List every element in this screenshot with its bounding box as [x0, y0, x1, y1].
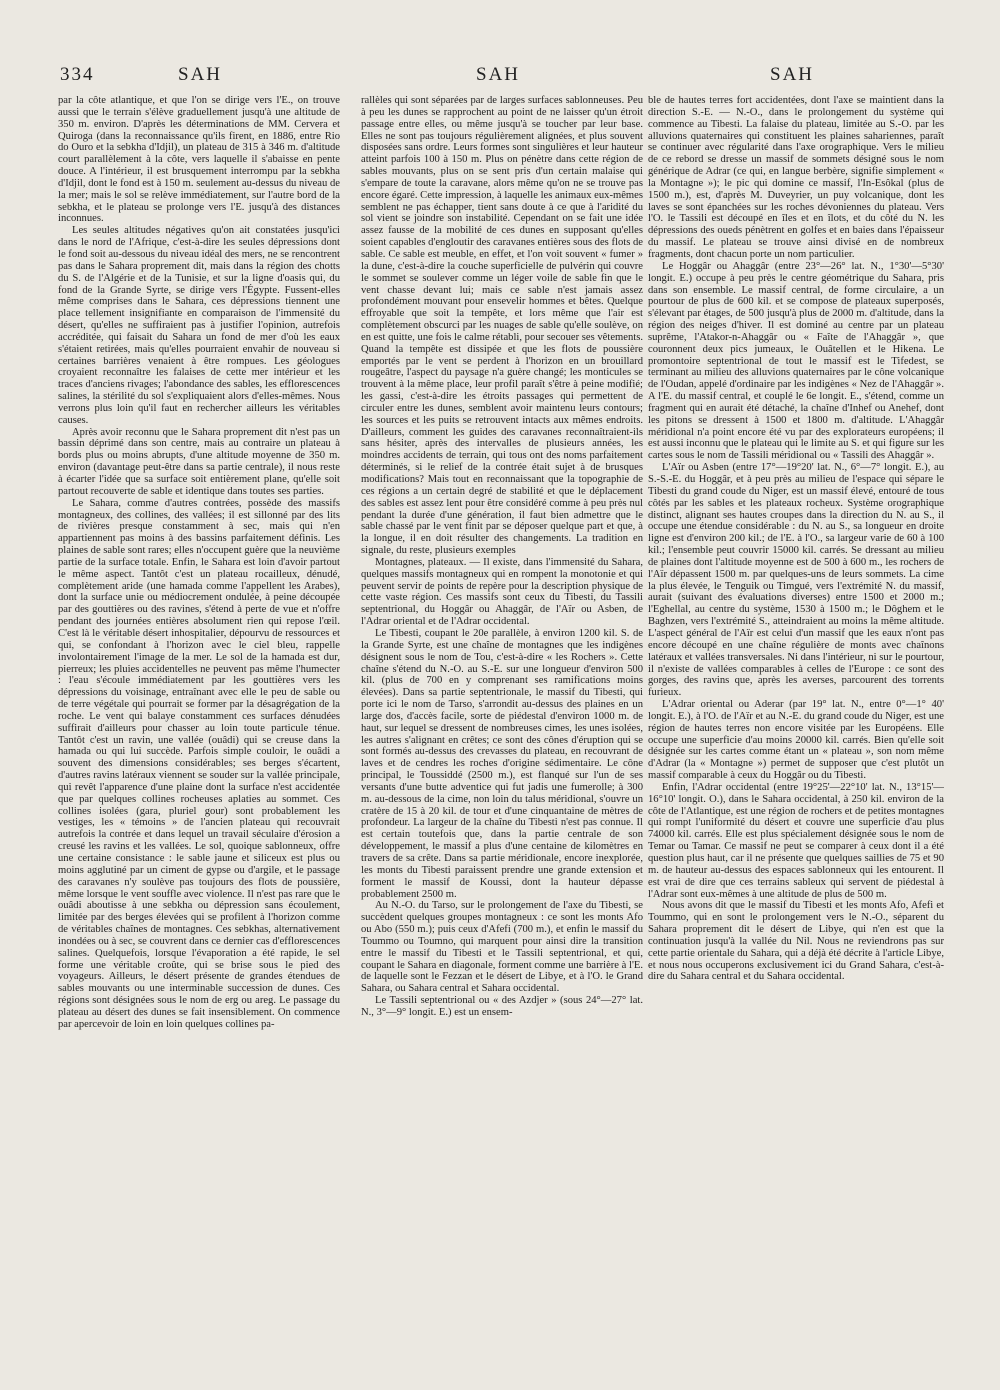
running-head-right: SAH	[770, 64, 815, 85]
section-paragraph: Montagnes, plateaux. — Il existe, dans l'immensité du Sahara, quelques massifs montagneux qui en rompent la monotonie et qui peuvent servir de points de repère pour la description physique de cette vaste région. Ces massifs sont ceux du Tibesti, du Tassili septentrional, du Hoggâr ou Ahaggâr, de l'Aïr ou Asben, de l'Adrar oriental et de l'Adrar occidental.	[361, 556, 643, 628]
paragraph: par la côte atlantique, et que l'on se dirige vers l'E., on trouve aussi que le terrain s'élève graduellement jusqu'à une altitude de 350 m. environ. D'après les déterminations de MM. Cervera et Quiroga (dans la reconnaissance qu'ils firent, en 1886, entre Rio do Ouro et la sebkha d'Idjil), un plateau de 315 à 346 m. d'altitude court parallèlement à la côte, vers laquelle il s'abaisse en pente douce. A l'intérieur, il est brusquement interrompu par la sebkha d'Idjil, dont le fond est à 150 m. seulement au-dessus du niveau de la mer; mais le sol se relève immédiatement, sur l'autre bord de la sebkha, et le plateau se prolonge vers l'E. jusqu'à des distances inconnues.	[58, 95, 340, 225]
text-column-3	[648, 95, 944, 1377]
paragraph: L'Aïr ou Asben (entre 17°—19°20' lat. N., 6°—7° longit. E.), au S.-S.-E. du Hoggâr, et à peu près au milieu de l'espace qui sépare le Tibesti du grand coude du Niger, est un massif élevé, entouré de tous côtés par les sables et les plateaux rocheux. Système orographique distinct, alignant ses hautes croupes dans la direction du N. au S., il occupe une étendue considérable : du N. au S., sa longueur en droite ligne est d'environ 200 kil.; de l'E. à l'O., sa largeur varie de 60 à 100 kil.; l'ensemble peut couvrir 15000 kil. carrés. Se dressant au milieu de plaines dont l'altitude moyenne est de 500 à 600 m., les rochers de l'Aïr dépassent 1500 m. par quelques-uns de leurs sommets. La cime la plus élevée, le Tenguik ou Timgué, vers l'extrémité N. du massif, aurait (suivant des évaluations diverses) entre 1500 et 2000 m.; l'Eghellal, au centre du système, 1530 à 1500 m.; le Dôghem et le Baghzen, vers l'extrémité S., atteindraient au moins la même altitude. L'aspect général de l'Aïr est celui d'un massif que les eaux n'ont pas encore découpé en une chaîne régulière de monts avec chaînons latéraux et vallées transversales. Ni dans l'intérieur, ni sur le pourtour, il n'existe de vallées comparables à celles de l'Europe : ce sont des gorges, des ravins que, après les averses, parcourent des torrents furieux.	[648, 462, 944, 699]
paragraph: Après avoir reconnu que le Sahara proprement dit n'est pas un bassin déprimé dans son centre, mais au contraire un plateau à bords plus ou moins abrupts, d'une altitude moyenne de 350 m. environ (davantage peut-être dans sa partie centrale), il nous reste à écarter l'idée que sa surface soit entièrement plane, qu'elle soit partout recouverte de sable et identique dans toutes ses parties.	[58, 426, 340, 497]
paragraph: Le Tibesti, coupant le 20e parallèle, à environ 1200 kil. S. de la Grande Syrte, est une chaîne de montagnes que les indigènes désignent sous le nom de Tou, c'est-à-dire « les Rochers ». Cette chaîne s'étend du N.-O. au S.-E. sur une longueur d'environ 500 kil. (plus de 700 en y comprenant ses ramifications moins élevées). Dans sa partie septentrionale, le massif du Tibesti, qui porte ici le nom de Tarso, s'arrondit au-dessus des plaines en un large dos, d'accès facile, sorte de piédestal d'environ 1000 m. de haut, sur lequel se dressent de nombreuses cimes, les unes isolées, les autres s'alignant en crêtes; ce sont des cônes d'éruption qui se sont formés au-dessus des crevasses du plateau, en recouvrant de laves et de cendres les roches d'origine sédimentaire. Le cône principal, le Toussiddé (2500 m.), est flanqué sur l'un de ses versants d'une butte adventice qui fut jadis une fumerolle; à 300 m. au-dessous de la cime, non loin du talus méridional, s'ouvre un cratère de 15 à 20 kil. de tour et d'une cinquantaine de mètres de profondeur. La largeur de la chaîne du Tibesti n'est pas connue. Il est certain toutefois que, dans la partie centrale de son développement, le massif a plus d'une centaine de kilomètres en travers de sa crête. Dans sa partie méridionale, encore inexplorée, les monts du Tibesti paraissent prendre une grande extension et forment le massif de Koussi, dont la hauteur dépasse probablement 2500 m.	[361, 627, 643, 900]
paragraph: rallèles qui sont séparées par de larges surfaces sablonneuses. Peu à peu les dunes se rapprochent au point de ne laisser qu'un étroit passage entre elles, ou même jusqu'à se toucher par leur base. Elles ne sont pas toujours régulièrement alignées, et plus souvent disposées sans ordre. Leurs formes sont singulières et leur hauteur atteint parfois 100 à 150 m. Plus on pénètre dans cette région de sables mouvants, plus on se sent pris d'un certain malaise qui s'empare de toute la caravane, alors même qu'on ne se trouve pas encore égaré. Cette impression, à laquelle les animaux eux-mêmes semblent ne pas échapper, tient sans doute à ce que à l'aridité du sol vient se joindre son instabilité. Cependant on se fait une idée assez fausse de la mobilité de ces dunes en supposant qu'elles soient capables d'engloutir des caravanes entières sous des flots de sable. Ce sable est meuble, en effet, et l'on voit souvent « fumer » la dune, c'est-à-dire la couche superficielle de pulvérin qui couvre le sommet se soulever comme un léger voile de sable fin que le vent chasse devant lui; mais ce sable n'est jamais assez profondément mouvant pour ensevelir hommes et bêtes. Quelque effroyable que soit la tempête, et lors même que l'air est complètement obscurci par les nuages de sable qu'elle soulève, on en est quitte, une fois le calme rétabli, pour secouer ses vêtements. Quand la tempête est dissipée et que les flots de poussière emportés par le vent se perdent à l'horizon en un brouillard rougeâtre, l'aspect du paysage n'a guère changé; les monticules se trouvent à la même place, leur profil paraît s'être à peine modifié; les gassi, c'est-à-dire les étroits passages qui permettent de circuler entre les dunes, semblent avoir maintenu leurs contours; les sources et les puits se retrouvent intacts aux mêmes endroits. D'ailleurs, comment les guides des caravanes reconnaîtraient-ils sans hésiter, après des intervalles de plusieurs années, les moindres accidents de terrain, qui tous ont des noms parfaitement déterminés, si le relief de la contrée était sujet à de brusques modifications? Mais tout en reconnaissant que la topographie de ces régions a un certain degré de stabilité et que le déplacement des sables est assez lent pour être considéré comme à peu près nul pendant la durée d'une génération, il faut bien admettre que le sable chassé par le vent finit par se déposer quelque part et que, à la longue, il en doit résulter des changements. La tradition en signale, du reste, plusieurs exemples	[361, 95, 643, 557]
paragraph: Le Tassili septentrional ou « des Azdjer » (sous 24°—27° lat. N., 3°—9° longit. E.) est un ensem-	[361, 995, 643, 1018]
page-number: 334	[60, 64, 95, 85]
paragraph: Nous avons dit que le massif du Tibesti et les monts Afo, Afefi et Toummo, qui en sont le prolongement vers le N.-O., séparent du Sahara proprement dit le désert de Libye, qui n'en est que la continuation jusqu'à la vallée du Nil. Nous ne reviendrons pas sur cette partie orientale du Sahara, qui a déjà été décrite à l'article Libye, et nous nous occuperons exclusivement ici du Grand Sahara, c'est-à-dire du Sahara central et du Sahara occidental.	[648, 900, 944, 983]
paragraph: Le Hoggâr ou Ahaggâr (entre 23°—26° lat. N., 1°30'—5°30' longit. E.) occupe à peu près le centre géométrique du Sahara, pris dans son ensemble. Le massif central, de forme circulaire, a un pourtour de plus de 600 kil. et se compose de plateaux superposés, s'élevant par étages, de 500 jusqu'à plus de 2000 m. d'altitude, dans la région des neiges d'hiver. Il est dominé au centre par un plateau suprême, l'Atakor-n-Ahaggâr ou « Faîte de l'Ahaggâr », que couronnent deux pics jumeaux, le Ouâtellen et le Hikena. Le promontoire septentrional de tout le massif est le Tifedest, se terminant au milieu des alluvions quaternaires par le cône volcanique de l'Oudan, appelé d'ordinaire par les indigènes « Nez de l'Ahaggâr ». A l'E. du massif central, et couplé le 6e longit. E., s'étend, comme un fragment qui en aurait été détaché, la chaîne d'Inhef ou Anehef, dont les pitons se dressent à 1500 et 1800 m. d'altitude. L'Ahaggâr méridional n'a point encore été vu par des explorateurs européens; il est aussi inconnu que le plateau qui le limite au S. et qui figure sur les cartes sous le nom de Tassili méridional ou « Tassili des Ahaggâr ».	[648, 260, 944, 462]
paragraph: Enfin, l'Adrar occidental (entre 19°25'—22°10' lat. N., 13°15'—16°10' longit. O.), dans le Sahara occidental, à 250 kil. environ de la côte de l'Atlantique, est une région de rochers et de petites montagnes qui rompt l'uniformité du désert et couvre une superficie d'au plus 74000 kil. carrés. Elle est plus spécialement désignée sous le nom de Temar ou Tamar. Ce massif ne peut se comparer à ceux dont il a été question plus haut, car il ne présente que quelques saillies de 75 et 90 m. de hauteur au-dessus des espaces sablonneux qui les entourent. Il est vrai de dire que ces terrains sableux qui servent de piédestal à l'Adrar sont eux-mêmes à une altitude de plus de 500 m.	[648, 781, 944, 900]
paragraph: Les seules altitudes négatives qu'on ait constatées jusqu'ici dans le nord de l'Afrique, c'est-à-dire les seules dépressions dont le fond soit au-dessous du niveau idéal des mers, ne se rencontrent pas dans le Sahara proprement dit, mais dans la région des chotts du S. de l'Algérie et de la Tunisie, et sur la ligne d'oasis qui, du fond de la Grande Syrte, se dirige vers l'Égypte. Fussent-elles même comprises dans le Sahara, ces dépressions tiennent une place tellement insignifiante en comparaison de l'immensité du désert, qu'elles ne suffiraient pas à justifier l'opinion, autrefois accréditée, qui faisait du Sahara un fond de mer d'où les eaux s'étaient retirées, mais qu'elles pourraient envahir de nouveau si certaines barrières venaient à être rompues. Les géologues croyaient reconnaître les falaises de cette mer intérieur et les traces d'anciens rivages; l'abondance des sables, les efflorescences salines, la stérilité du sol s'expliquaient alors d'elles-mêmes. Nous verrons plus loin qu'il faut en rechercher ailleurs les véritables causes.	[58, 225, 340, 426]
paragraph: L'Adrar oriental ou Aderar (par 19° lat. N., entre 0°—1° 40' longit. E.), à l'O. de l'Aïr et au N.-E. du grand coude du Niger, est une région de hautes terres non encore visitée par les Européens. Elle occupe une superficie d'au moins 20000 kil. carrés. Bien qu'elle soit désignée sur les cartes comme étant un « plateau », son nom même d'Adrar (la « Montagne ») permet de supposer que c'est plutôt un massif comparable à ceux du Hoggâr ou du Tibesti.	[648, 699, 944, 782]
running-head-center: SAH	[476, 64, 521, 85]
paragraph: ble de hautes terres fort accidentées, dont l'axe se maintient dans la direction S.-E. — N.-O., dans le prolongement du système qui commence au Tibesti. La falaise du plateau, limitée au S.-O. par les alluvions quaternaires qui constituent les plaines sahariennes, paraît se continuer avec régularité dans l'axe orographique. Vers le milieu de ce rebord se dresse un massif de sommets désigné sous le nom générique de Adrar (ce qui, en langue berbère, signifie simplement « la Montagne »); le pic qui domine ce massif, l'In-Esôkal (plus de 1500 m.), est, d'après M. Duveyrier, un puy volcanique, dont les laves se sont épanchées sur les roches dévoniennes du plateau. Vers l'O. le Tassili est découpé en îles et en îlots, et du côté du N. les dépressions des oueds pénètrent en golfes et en baies dans l'épaisseur du massif. Le plateau se trouve ainsi divisé en de nombreux fragments, dont chacun porte un nom particulier.	[648, 95, 944, 260]
paragraph: Au N.-O. du Tarso, sur le prolongement de l'axe du Tibesti, se succèdent quelques groupes montagneux : ce sont les monts Afo ou Abo (550 m.); puis ceux d'Afefi (700 m.), et enfin le massif du Toummo ou Toumno, qui marquent pour ainsi dire la transition entre le massif du Tibesti et le Tassili septentrional, et qui, coupant le Sahara en diagonale, forment comme une barrière à l'E. de laquelle sont le Fezzan et le désert de Libye, et à l'O. le Grand Sahara, ou Sahara central et Sahara occidental.	[361, 900, 643, 995]
text-column-1	[58, 95, 340, 1377]
text-column-2	[361, 95, 643, 1377]
running-head-left: SAH	[178, 64, 223, 85]
paragraph: Le Sahara, comme d'autres contrées, possède des massifs montagneux, des collines, des vallées; il est sillonné par des lits de rivières presque constamment à sec, mais qui n'en appartiennent pas moins à des bassins parfaitement définis. Les plaines de sable sont rares; elles n'occupent guère que la neuvième partie de la surface totale. Enfin, le Sahara est loin d'avoir partout le même aspect. Tantôt c'est un plateau rocailleux, dénudé, complètement aride (une hamada comme l'appellent les Arabes), dont la surface unie ou médiocrement ondulée, à peine découpée par des gouttières ou des ravines, s'étend à perte de vue et n'offre pendant des journées entières absolument rien qui repose l'œil. C'est là le véritable désert inhospitalier, dépourvu de ressources et qui, se confondant à l'horizon avec le ciel bleu, rappelle involontairement l'image de la mer. Le sol de la hamada est dur, pierreux; les pluies accidentelles ne peuvent pas même l'humecter : l'eau s'écoule immédiatement par les gouttières vers les dépressions du voisinage, entraînant avec elle le peu de sable ou de terre végétale qui pourrait se former par la désagrégation de la roche. Le vent qui balaye constamment ces surfaces dénudées suffirait d'ailleurs pour chasser au loin toute particule ténue. Tantôt c'est un ravin, une vallée (ouâdi) qui se creuse dans la hamada ou qui lui succède. Parfois simple couloir, le ouâdi a souvent des dimensions considérables; ses berges s'écartent, d'autres ravins latéraux viennent se souder sur la vallée principale, qui revêt l'apparence d'une plaine dont la surface n'est accidentée que par quelques collines rocheuses aplaties au sommet. Ces collines isolées (gara, pluriel gour) sont probablement les vestiges, les « témoins » de l'ancien plateau qui recouvrait autrefois la contrée et dans lequel un travail séculaire d'érosion a creusé les ravins et les vallées. Le sol, quoique sablonneux, offre une certaine consistance : le sable jaune et siliceux est plus ou moins agglutiné par un ciment de gypse ou d'argile, et le passage des caravanes n'y soulève pas toujours des flots de poussière, même lorsque le vent souffle avec violence. Il n'est pas rare que le ouâdi aboutisse à une sebkha ou dépression sans écoulement, limitée par des berges élevées qui se profilent à l'horizon comme de véritables chaînes de montagnes. Ces sebkhas, alternativement inondées ou à sec, se couvrent dans ce dernier cas d'efflorescences salines. Quelquefois, lorsque l'évaporation a été rapide, le sel forme une véritable croûte, qui se brise sous le pied des voyageurs. Ailleurs, le désert présente de grandes étendues de sables mouvants ou une interminable succession de dunes. Ces régions sont désignées sous le nom de erg ou areg. Le passage du plateau au désert des dunes se fait insensiblement. On commence par apercevoir de loin en loin quelques collines pa-	[58, 497, 340, 1030]
